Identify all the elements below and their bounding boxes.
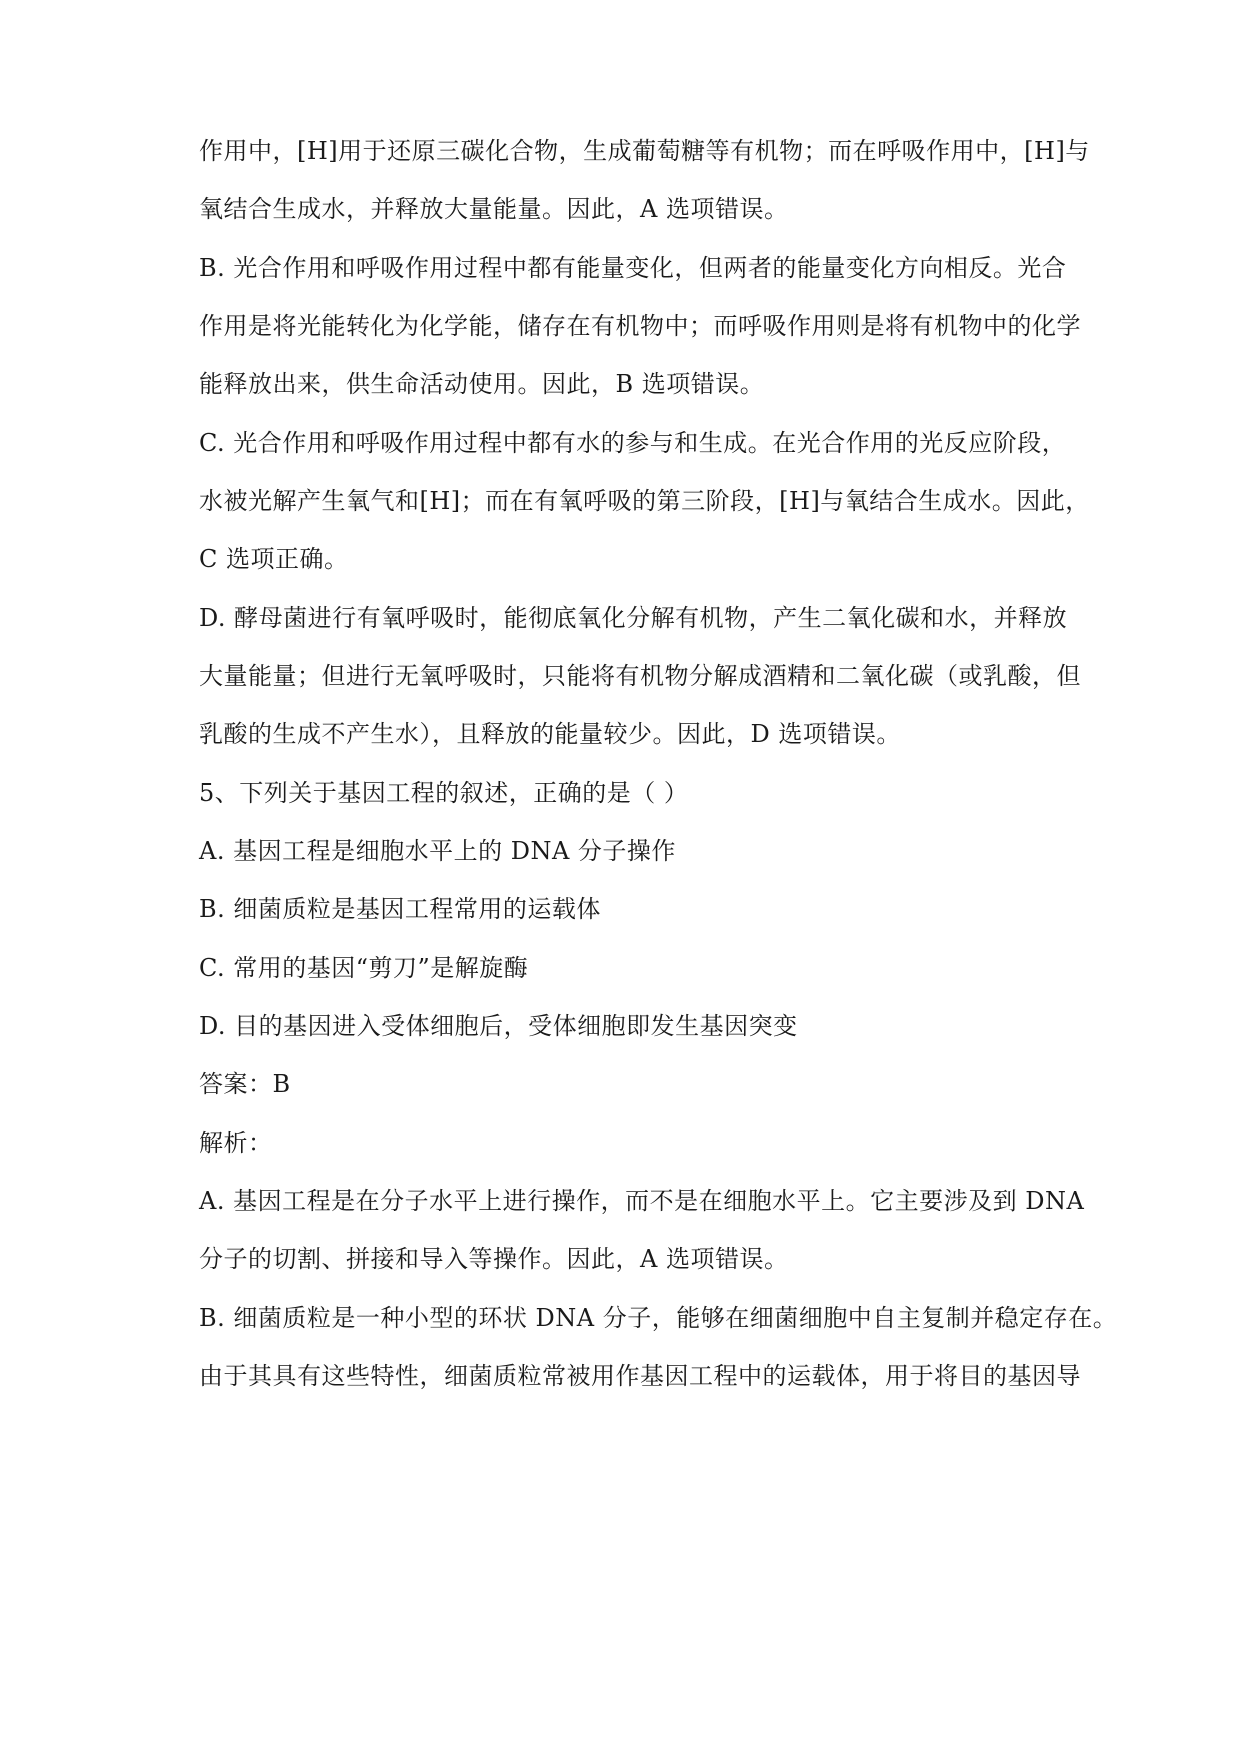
text-line: 作用是将光能转化为化学能，储存在有机物中；而呼吸作用则是将有机物中的化学	[199, 312, 1081, 340]
text-line: B. 细菌质粒是一种小型的环状 DNA 分子，能够在细菌细胞中自主复制并稳定存在。	[199, 1304, 1118, 1332]
text-line: 由于其具有这些特性，细菌质粒常被用作基因工程中的运载体，用于将目的基因导	[199, 1362, 1081, 1390]
text-line: B. 光合作用和呼吸作用过程中都有能量变化，但两者的能量变化方向相反。光合	[199, 254, 1067, 282]
option-c: C. 常用的基因“剪刀”是解旋酶	[199, 954, 529, 982]
option-d: D. 目的基因进入受体细胞后，受体细胞即发生基因突变	[199, 1012, 798, 1040]
text-line: 大量能量；但进行无氧呼吸时，只能将有机物分解成酒精和二氧化碳（或乳酸，但	[199, 662, 1081, 690]
text-line: 乳酸的生成不产生水），且释放的能量较少。因此，D 选项错误。	[199, 720, 901, 748]
text-line: D. 酵母菌进行有氧呼吸时，能彻底氧化分解有机物，产生二氧化碳和水，并释放	[199, 604, 1068, 632]
text-line: A. 基因工程是在分子水平上进行操作，而不是在细胞水平上。它主要涉及到 DNA	[199, 1187, 1085, 1215]
text-line: 水被光解产生氧气和[H]；而在有氧呼吸的第三阶段，[H]与氧结合生成水。因此，	[199, 487, 1090, 515]
answer-line: 答案：B	[199, 1070, 291, 1098]
text-line: 作用中，[H]用于还原三碳化合物，生成葡萄糖等有机物；而在呼吸作用中，[H]与	[199, 137, 1090, 165]
text-line: 分子的切割、拼接和导入等操作。因此，A 选项错误。	[199, 1245, 789, 1273]
text-line: C 选项正确。	[199, 545, 349, 573]
option-b: B. 细菌质粒是基因工程常用的运载体	[199, 895, 601, 923]
option-a: A. 基因工程是细胞水平上的 DNA 分子操作	[199, 837, 676, 865]
text-line: 能释放出来，供生命活动使用。因此，B 选项错误。	[199, 370, 765, 398]
analysis-heading: 解析：	[199, 1129, 273, 1157]
text-line: 氧结合生成水，并释放大量能量。因此，A 选项错误。	[199, 195, 789, 223]
text-line: C. 光合作用和呼吸作用过程中都有水的参与和生成。在光合作用的光反应阶段，	[199, 429, 1067, 457]
question-title: 5、下列关于基因工程的叙述，正确的是（ ）	[199, 779, 689, 807]
